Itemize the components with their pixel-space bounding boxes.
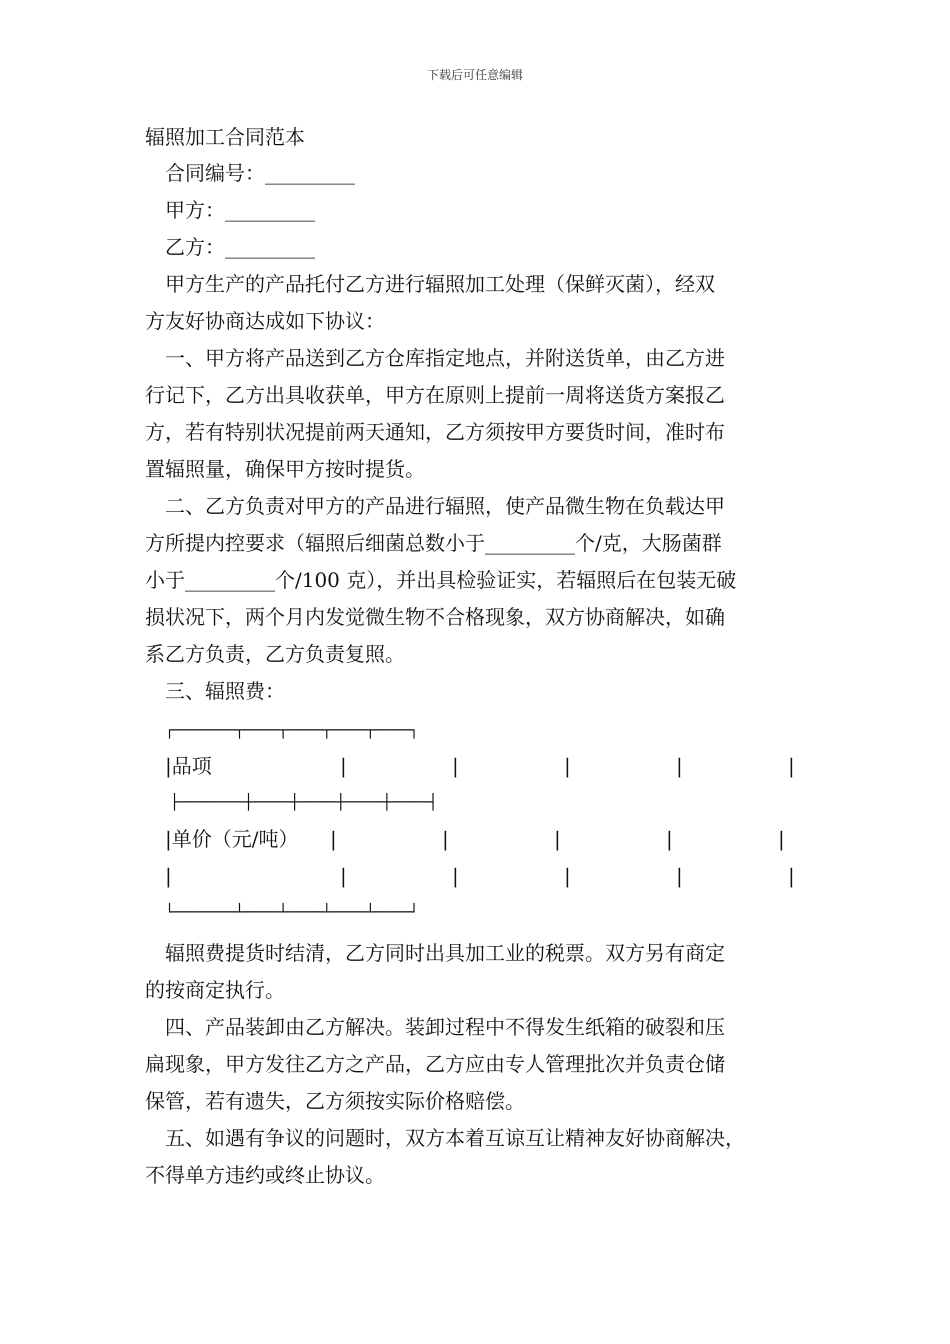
table-row-empty: | — [165, 864, 172, 888]
page-header: 下载后可任意编辑 — [426, 68, 523, 82]
table-row-label-price: |单价（元/吨） — [165, 827, 299, 851]
clause-1-line: 置辐照量，确保甲方按时提货。 — [145, 457, 425, 481]
table-cell-divider: | — [330, 827, 337, 851]
clause-5-line: 不得单方违约或终止协议。 — [145, 1163, 385, 1187]
clause-1-line: 方，若有特别状况提前两天通知，乙方须按甲方要货时间，准时布 — [145, 420, 725, 444]
clause-2-line: 损状况下，两个月内发觉微生物不合格现象，双方协商解决，如确 — [145, 605, 725, 629]
table-cell-divider: | — [676, 864, 683, 888]
table-cell-divider: | — [340, 864, 347, 888]
table-cell-divider: | — [452, 864, 459, 888]
table-row-label-item: |品项 — [165, 754, 212, 778]
table-cell-divider: | — [442, 827, 449, 851]
party-b-field: 乙方：_________ — [165, 235, 315, 259]
clause-3-title: 三、辐照费： — [165, 679, 285, 703]
clause-3-note-line: 的按商定执行。 — [145, 978, 285, 1002]
clause-2-line: 二、乙方负责对甲方的产品进行辐照，使产品微生物在负载达甲 — [165, 494, 725, 518]
table-cell-divider: | — [788, 754, 795, 778]
intro-line: 方友好协商达成如下协议： — [145, 309, 385, 333]
table-cell-divider: | — [666, 827, 673, 851]
contract-number-field: 合同编号：_________ — [165, 161, 355, 185]
clause-2-line: 小于_________个/100 克），并出具检验证实，若辐照后在包装无破 — [145, 568, 737, 592]
document-title: 辐照加工合同范本 — [145, 125, 305, 149]
table-cell-divider: | — [788, 864, 795, 888]
table-cell-divider: | — [340, 754, 347, 778]
clause-1-line: 一、甲方将产品送到乙方仓库指定地点，并附送货单，由乙方进 — [165, 346, 725, 370]
clause-1-line: 行记下，乙方出具收获单，甲方在原则上提前一周将送货方案报乙 — [145, 383, 725, 407]
table-cell-divider: | — [778, 827, 785, 851]
party-a-field: 甲方：_________ — [165, 198, 315, 222]
table-cell-divider: | — [452, 754, 459, 778]
clause-3-note-line: 辐照费提货时结清，乙方同时出具加工业的税票。双方另有商定 — [165, 941, 725, 965]
table-cell-divider: | — [676, 754, 683, 778]
table-cell-divider: | — [554, 827, 561, 851]
clause-5-line: 五、如遇有争议的问题时，双方本着互谅互让精神友好协商解决， — [165, 1126, 745, 1150]
clause-4-line: 保管，若有遗失，乙方须按实际价格赔偿。 — [145, 1089, 525, 1113]
intro-line: 甲方生产的产品托付乙方进行辐照加工处理（保鲜灭菌），经双 — [165, 272, 715, 296]
table-bottom-border: └───────┴────┴────┴────┴────┘ — [165, 903, 419, 921]
clause-4-line: 扁现象，甲方发往乙方之产品，乙方应由专人管理批次并负责仓储 — [145, 1052, 725, 1076]
table-top-border: ┌───────┬────┬────┬────┬────┐ — [165, 721, 419, 739]
table-cell-divider: | — [564, 864, 571, 888]
clause-4-line: 四、产品装卸由乙方解决。装卸过程中不得发生纸箱的破裂和压 — [165, 1015, 725, 1039]
clause-2-line: 方所提内控要求（辐照后细菌总数小于_________个/克，大肠菌群 — [145, 531, 722, 555]
table-row-separator: ├───────┼────┼────┼────┼────┤ — [170, 793, 438, 811]
clause-2-line: 系乙方负责，乙方负责复照。 — [145, 642, 405, 666]
table-cell-divider: | — [564, 754, 571, 778]
